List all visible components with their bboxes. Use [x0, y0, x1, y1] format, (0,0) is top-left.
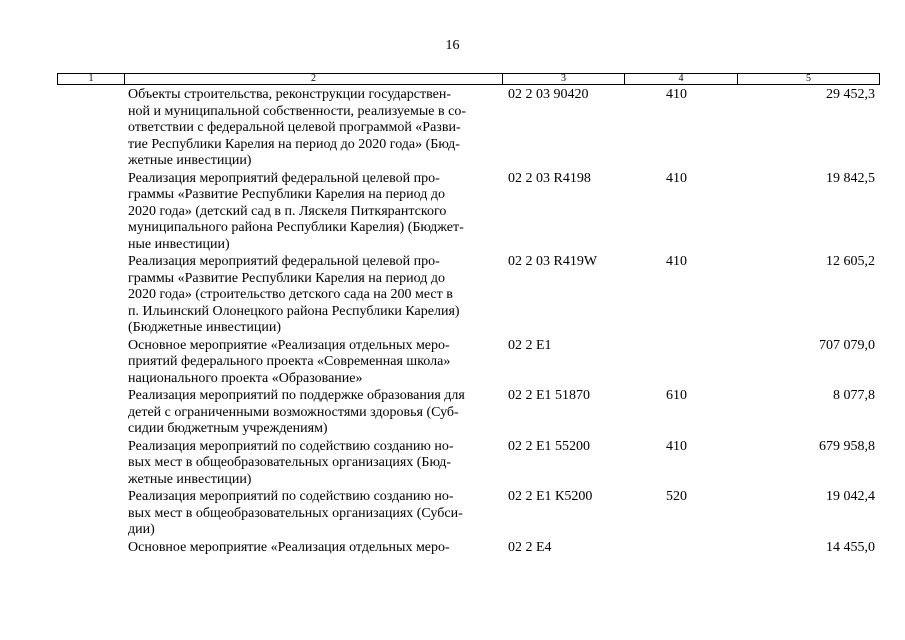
description-line: Реализация мероприятий по содействию созданию но-: [128, 489, 454, 504]
description-line: вых мест в общеобразовательных организациях (Субси-: [128, 505, 463, 521]
page-number: 16: [445, 38, 460, 53]
table-body: [0, 87, 905, 557]
description-line: Основное мероприятие «Реализация отдельных меро-: [128, 539, 450, 555]
description-line: Реализация мероприятий федеральной целевой про-: [128, 254, 440, 269]
row-code: 02 2 E1 К5200: [508, 489, 593, 504]
row-amount: 12 605,2: [826, 254, 875, 269]
row-expense-type: 610: [666, 388, 687, 403]
description-line: сидии бюджетным учреждениям): [128, 421, 328, 436]
header-col-2: 2: [125, 74, 503, 84]
row-description: [128, 540, 496, 557]
description-line: 2020 года» (детский сад в п. Ляскеля Питкярантского: [128, 203, 447, 219]
description-line: п. Ильинский Олонецкого района Республики Карелия): [128, 303, 460, 319]
row-amount: 19 842,5: [826, 170, 875, 186]
description-line: вых мест в общеобразовательных организациях (Бюд-: [128, 455, 452, 470]
row-code: 02 2 E1 55200: [508, 438, 591, 454]
header-col-1: 1: [58, 74, 125, 84]
description-line: граммы «Развитие Республики Карелия на период до: [128, 187, 446, 202]
description-line: национального проекта «Образование»: [128, 370, 363, 386]
row-expense-type: 520: [666, 489, 687, 504]
description-line: Объекты строительства, реконструкции государствен-: [128, 87, 451, 102]
table-row: [0, 338, 905, 389]
row-description: [128, 388, 496, 438]
row-expense-type: 410: [666, 170, 687, 186]
table-row: [0, 171, 905, 255]
description-line: 2020 года» (строительство детского сада на 200 мест в: [128, 287, 453, 302]
table-row: [0, 254, 905, 338]
description-line: Реализация мероприятий по содействию созданию но-: [128, 438, 454, 454]
row-expense-type: 410: [666, 254, 687, 269]
row-code: 02 2 E1: [508, 337, 552, 353]
row-code: 02 2 03 90420: [508, 87, 589, 102]
row-amount: 8 077,8: [833, 388, 875, 403]
description-line: Реализация мероприятий по поддержке образования для: [128, 388, 465, 403]
row-description: [128, 338, 496, 388]
table-row: [0, 388, 905, 439]
row-description: [128, 254, 496, 337]
row-description: [128, 87, 496, 170]
row-code: 02 2 E4: [508, 539, 552, 555]
table-row: [0, 540, 905, 558]
row-description: [128, 489, 496, 539]
description-line: Основное мероприятие «Реализация отдельных меро-: [128, 337, 450, 353]
header-col-3: 3: [503, 74, 625, 84]
description-line: муниципального района Республики Карелия) (Бюджет-: [128, 220, 464, 235]
row-expense-type: 410: [666, 438, 687, 454]
row-code: 02 2 E1 51870: [508, 388, 591, 403]
description-line: ные инвестиции): [128, 236, 230, 252]
row-amount: 707 079,0: [819, 337, 875, 353]
row-amount: 29 452,3: [826, 87, 875, 102]
header-col-5: 5: [806, 73, 811, 84]
row-code: 02 2 03 R419W: [508, 254, 598, 269]
description-line: детей с ограниченными возможностями здоровья (Суб-: [128, 404, 459, 420]
table-row: [0, 87, 905, 171]
row-description: [128, 439, 496, 489]
row-description: [128, 171, 496, 254]
description-line: тие Республики Карелия на период до 2020 года» (Бюд-: [128, 136, 460, 152]
header-col-4: 4: [625, 74, 738, 84]
description-line: Реализация мероприятий федеральной целевой про-: [128, 170, 440, 186]
row-expense-type: 410: [666, 87, 687, 102]
description-line: граммы «Развитие Республики Карелия на период до: [128, 270, 446, 286]
description-line: ответствии с федеральной целевой программой «Разви-: [128, 120, 461, 135]
description-line: жетные инвестиции): [128, 471, 252, 487]
description-line: (Бюджетные инвестиции): [128, 320, 282, 335]
table-row: [0, 439, 905, 490]
row-amount: 679 958,8: [819, 438, 875, 454]
description-line: жетные инвестиции): [128, 153, 252, 168]
description-line: ной и муниципальной собственности, реализуемые в со-: [128, 103, 466, 119]
row-amount: 19 042,4: [826, 489, 875, 504]
description-line: приятий федерального проекта «Современная школа»: [128, 354, 451, 369]
description-line: дии): [128, 522, 155, 537]
row-amount: 14 455,0: [826, 539, 875, 555]
row-code: 02 2 03 R4198: [508, 170, 591, 186]
table-header: [57, 73, 880, 85]
table-row: [0, 489, 905, 540]
